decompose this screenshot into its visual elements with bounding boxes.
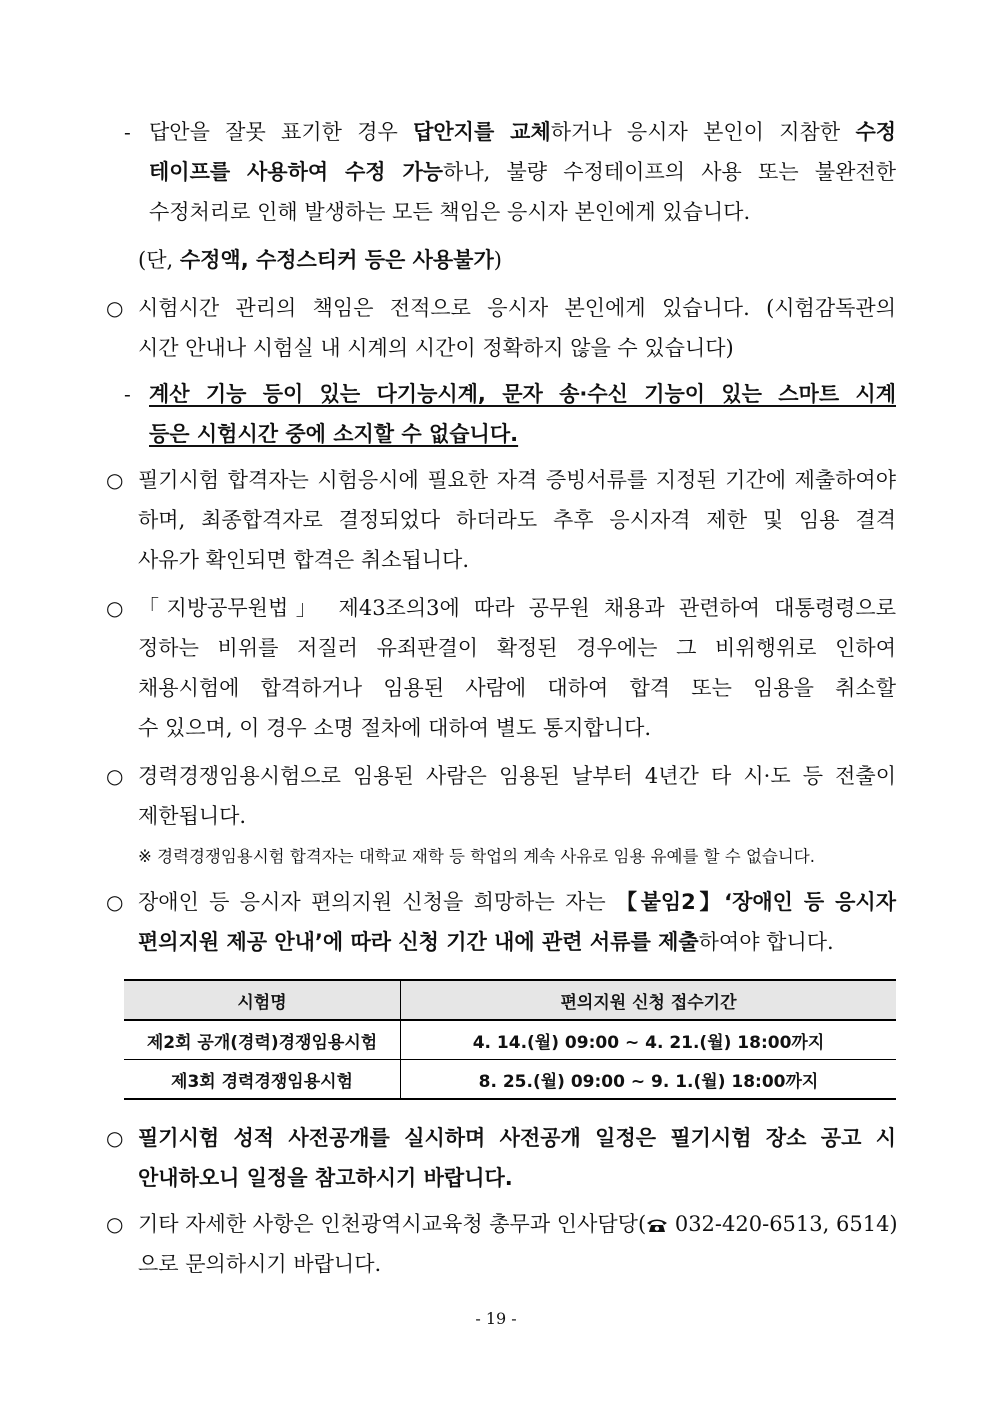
text-span: 하거나 응시자 본인이 지참한 bbox=[550, 120, 856, 144]
table-header: 편의지원 신청 접수기간 bbox=[401, 980, 897, 1020]
dash-bullet: - bbox=[124, 120, 131, 144]
text-span: 답안을 잘못 표기한 경우 bbox=[149, 120, 414, 144]
table-cell: 제2회 공개(경력)경쟁임용시험 bbox=[124, 1020, 401, 1060]
text-line: 하며, 최종합격자로 결정되었다 하더라도 추후 응시자격 제한 및 임용 결격 bbox=[138, 508, 896, 532]
text-line: 수 있으며, 이 경우 소명 절차에 대하여 별도 통지합니다. bbox=[138, 716, 652, 740]
circle-bullet: ○ bbox=[106, 596, 124, 620]
text-line bbox=[138, 1210, 896, 1240]
text-line: 안내하오니 일정을 참고하시기 바랍니다. bbox=[138, 1166, 513, 1190]
note-text: ※ 경력경쟁임용시험 합격자는 대학교 재학 등 학업의 계속 사유로 임용 유예를 할 수 없습니다. bbox=[138, 847, 815, 866]
circle-bullet: ○ bbox=[106, 764, 124, 788]
text-line: 제한됩니다. bbox=[138, 804, 247, 828]
text-line bbox=[138, 246, 502, 274]
text-line: 시간 안내나 시험실 내 시계의 시간이 정확하지 않을 수 있습니다) bbox=[138, 336, 734, 360]
text-line: 수정처리로 인해 발생하는 모든 책임은 응시자 본인에게 있습니다. bbox=[149, 200, 751, 224]
text-span: 하나, 불량 수정테이프의 사용 또는 불완전한 bbox=[443, 160, 896, 184]
table-header-row bbox=[124, 980, 896, 1020]
schedule-table bbox=[124, 979, 896, 1100]
circle-bullet: ○ bbox=[106, 1212, 124, 1236]
text-line bbox=[138, 928, 834, 956]
text-line: 으로 문의하시기 바랍니다. bbox=[138, 1252, 382, 1276]
text-line: 계산 기능 등이 있는 다기능시계, 문자 송·수신 기능이 있는 스마트 시계 bbox=[149, 382, 896, 406]
circle-bullet: ○ bbox=[106, 468, 124, 492]
circle-bullet: ○ bbox=[106, 296, 124, 320]
text-line: 필기시험 합격자는 시험응시에 필요한 자격 증빙서류를 지정된 기간에 제출하여야 bbox=[138, 468, 896, 492]
table-row bbox=[124, 1020, 896, 1060]
text-line bbox=[149, 158, 896, 186]
bold-span: 【붙임2】‘장애인 등 응시자 bbox=[615, 890, 896, 914]
table-header: 시험명 bbox=[124, 980, 401, 1020]
text-line: 채용시험에 합격하거나 임용된 사람에 대하여 합격 또는 임용을 취소할 bbox=[138, 676, 896, 700]
text-line: 사유가 확인되면 합격은 취소됩니다. bbox=[138, 548, 469, 572]
text-span: (단, bbox=[138, 248, 180, 272]
bold-span: 수정액, 수정스티커 등은 사용불가 bbox=[179, 248, 494, 272]
bold-span: 편의지원 제공 안내’에 따라 신청 기간 내에 관련 서류를 제출 bbox=[138, 930, 699, 954]
text-line: 필기시험 성적 사전공개를 실시하며 사전공개 일정은 필기시험 장소 공고 시 bbox=[138, 1126, 896, 1150]
text-span: 기타 자세한 사항은 인천광역시교육청 총무과 인사담당( bbox=[138, 1212, 647, 1236]
text-line: 「지방공무원법」 제43조의3에 따라 공무원 채용과 관련하여 대통령령으로 bbox=[138, 596, 896, 620]
text-span: 032-420-6513, 6514) bbox=[668, 1212, 898, 1236]
text-line bbox=[149, 118, 896, 146]
text-line: 시험시간 관리의 책임은 전적으로 응시자 본인에게 있습니다. (시험감독관의 bbox=[138, 296, 896, 320]
circle-bullet: ○ bbox=[106, 890, 124, 914]
text-line bbox=[138, 888, 896, 916]
phone-icon bbox=[646, 1212, 668, 1240]
bold-span: 답안지를 교체 bbox=[413, 120, 551, 144]
bold-span: 테이프를 사용하여 수정 가능 bbox=[149, 160, 444, 184]
table-cell: 8. 25.(월) 09:00 ~ 9. 1.(월) 18:00까지 bbox=[401, 1060, 897, 1100]
page-number: - 19 - bbox=[475, 1309, 517, 1328]
table-cell: 제3회 경력경쟁임용시험 bbox=[124, 1060, 401, 1100]
circle-bullet: ○ bbox=[106, 1126, 124, 1150]
text-span: ) bbox=[493, 248, 502, 272]
text-span: 하여야 합니다. bbox=[698, 930, 834, 954]
text-line: 등은 시험시간 중에 소지할 수 없습니다. bbox=[149, 422, 519, 446]
text-line: 정하는 비위를 저질러 유죄판결이 확정된 경우에는 그 비위행위로 인하여 bbox=[138, 636, 896, 660]
dash-bullet: - bbox=[124, 382, 131, 406]
bold-span: 수정 bbox=[855, 120, 897, 144]
text-span: 장애인 등 응시자 편의지원 신청을 희망하는 자는 bbox=[138, 890, 616, 914]
text-line: 경력경쟁임용시험으로 임용된 사람은 임용된 날부터 4년간 타 시·도 등 전출이 bbox=[138, 764, 896, 788]
table-row bbox=[124, 1060, 896, 1100]
table-cell: 4. 14.(월) 09:00 ~ 4. 21.(월) 18:00까지 bbox=[401, 1020, 897, 1060]
